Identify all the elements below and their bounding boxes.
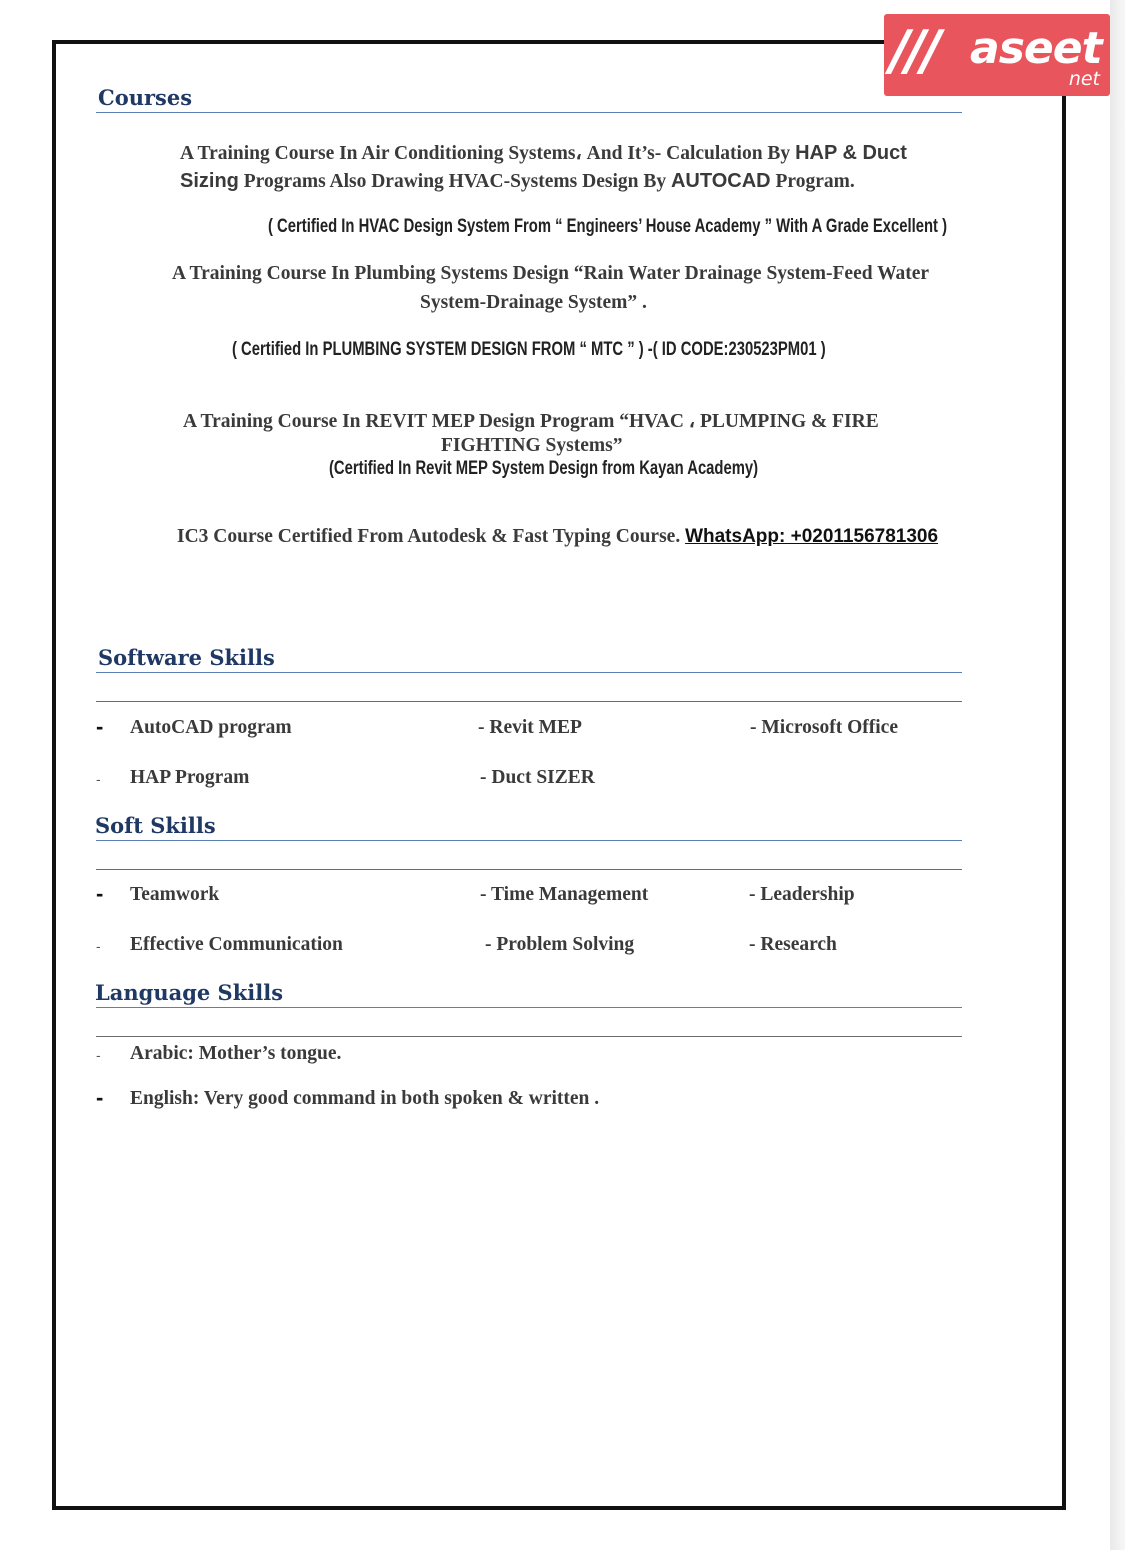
soft-skill-leadership: - Leadership [749,884,855,905]
language-skills-title: Language Skills [95,980,284,1005]
logo-slashes-icon: /// [890,19,938,82]
language-arabic: Arabic: Mother’s tongue. [130,1043,342,1064]
logo-suffix: net [1068,68,1100,90]
soft-skill-time-management: - Time Management [480,884,649,905]
soft-skill-teamwork: Teamwork [130,884,220,905]
software-skill-revit: - Revit MEP [478,717,582,738]
course-3-line-1: A Training Course In REVIT MEP Design Program “HVAC ، PLUMPING & FIRE [183,411,879,432]
software-skills-underline [96,672,962,673]
soft-skills-title: Soft Skills [95,813,216,838]
course-2-line-1: A Training Course In Plumbing Systems Design “Rain Water Drainage System-Feed Water [172,263,930,284]
soft-skills-divider [96,869,962,870]
software-skill-autocad: AutoCAD program [130,717,292,738]
bullet-dash: - [96,881,104,906]
watermark-logo [884,14,1110,96]
software-skills-divider [96,701,962,702]
software-skills-title: Software Skills [98,645,275,670]
whatsapp-link[interactable]: WhatsApp: +0201156781306 [685,526,939,547]
soft-skills-underline [96,840,962,841]
course-3-certificate: (Certified In Revit MEP System Design from Kayan Academy) [329,458,759,479]
course-3-line-2: FIGHTING Systems” [441,435,623,456]
logo-wordmark: aseet [970,23,1102,74]
course-1-line-2: Sizing Programs Also Drawing HVAC-Systems Design By AUTOCAD Program. [180,170,855,192]
language-skills-underline [96,1007,962,1008]
soft-skill-problem-solving: - Problem Solving [485,934,635,955]
bullet-dash: - [96,1085,104,1110]
language-english: English: Very good command in both spoken & written . [130,1088,600,1109]
bullet-dash: - [96,771,101,787]
language-skills-divider [96,1036,962,1037]
software-skill-office: - Microsoft Office [750,717,898,738]
software-skill-duct-sizer: - Duct SIZER [480,767,595,788]
courses-title-underline [96,112,962,113]
bullet-dash: - [96,1047,101,1063]
software-skill-hap: HAP Program [130,767,250,788]
soft-skill-communication: Effective Communication [130,934,343,955]
soft-skill-research: - Research [749,934,837,955]
course-1-line-1: A Training Course In Air Conditioning Systems، And It’s- Calculation By HAP & Duct [180,142,907,164]
course-4-line: IC3 Course Certified From Autodesk & Fast Typing Course. WhatsApp: +0201156781306 [177,526,939,547]
courses-title: Courses [98,85,193,110]
course-2-certificate: ( Certified In PLUMBING SYSTEM DESIGN FROM “ MTC ” ) -( ID CODE:230523PM01 ) [232,339,826,360]
bullet-dash: - [96,714,104,739]
bullet-dash: - [96,938,101,954]
course-1-certificate: ( Certified In HVAC Design System From “ Engineers’ House Academy ” With A Grade Excellent ) [268,216,948,237]
page-edge-shadow [1110,0,1125,1550]
